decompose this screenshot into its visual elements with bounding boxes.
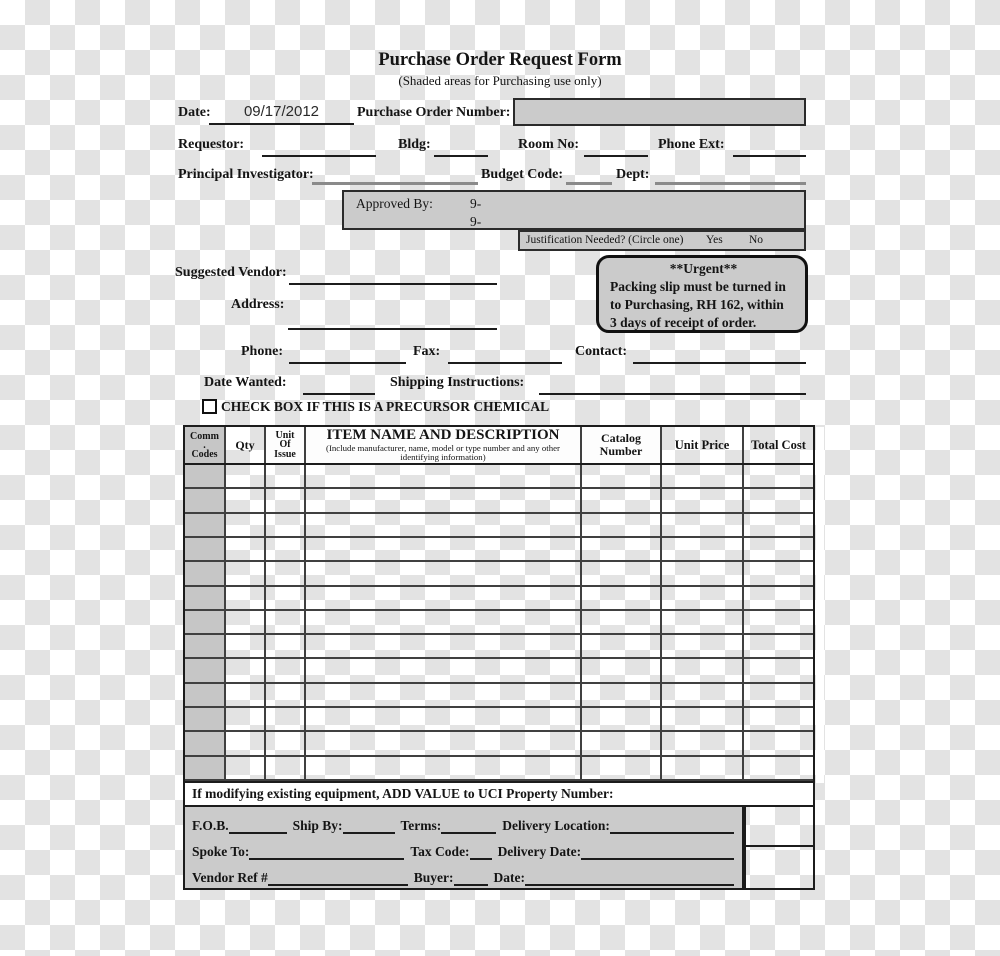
- fob-field[interactable]: [229, 818, 287, 834]
- contact-label: Contact:: [575, 344, 628, 359]
- table-cell[interactable]: [662, 587, 744, 611]
- fax-label: Fax:: [413, 344, 441, 359]
- phone-label: Phone:: [241, 344, 283, 359]
- table-cell[interactable]: [226, 659, 266, 683]
- spoke-to-label: Spoke To:: [192, 844, 250, 859]
- date-wanted-label: Date Wanted:: [204, 375, 287, 390]
- address-label: Address:: [231, 297, 285, 312]
- table-cell[interactable]: [744, 611, 813, 635]
- table-cell[interactable]: [185, 538, 226, 562]
- fax-field[interactable]: [448, 346, 562, 364]
- totals-column: [744, 807, 815, 890]
- requestor-field[interactable]: [262, 139, 376, 157]
- table-cell[interactable]: [662, 659, 744, 683]
- terms-label: Terms:: [400, 818, 442, 833]
- table-cell[interactable]: [582, 635, 662, 659]
- table-cell[interactable]: [662, 732, 744, 756]
- urgent-note-line3: to Purchasing, RH 162, within: [610, 297, 784, 312]
- phone-field[interactable]: [289, 346, 406, 364]
- approved-by-box[interactable]: [342, 190, 806, 230]
- table-cell[interactable]: [266, 684, 306, 708]
- form-title: Purchase Order Request Form: [378, 50, 622, 70]
- table-cell[interactable]: [226, 611, 266, 635]
- table-cell[interactable]: [582, 562, 662, 586]
- table-cell[interactable]: [306, 489, 582, 513]
- delivery-date-label: Delivery Date:: [497, 844, 582, 859]
- table-cell[interactable]: [306, 611, 582, 635]
- table-cell[interactable]: [266, 562, 306, 586]
- table-cell[interactable]: [266, 587, 306, 611]
- table-cell[interactable]: [226, 587, 266, 611]
- table-cell[interactable]: [266, 659, 306, 683]
- table-cell[interactable]: [744, 635, 813, 659]
- table-cell[interactable]: [306, 732, 582, 756]
- table-cell[interactable]: [185, 514, 226, 538]
- justification-label: Justification Needed? (Circle one): [526, 234, 684, 246]
- delivery-date-field[interactable]: [581, 844, 734, 860]
- table-cell[interactable]: [226, 465, 266, 489]
- bldg-field[interactable]: [434, 139, 488, 157]
- dept-field[interactable]: [655, 167, 806, 185]
- suggested-vendor-field[interactable]: [289, 267, 497, 285]
- header-catalog-number: Catalog Number: [582, 427, 662, 463]
- budget-code-field[interactable]: [566, 167, 612, 185]
- table-cell[interactable]: [266, 489, 306, 513]
- dept-label: Dept:: [616, 167, 650, 182]
- table-cell[interactable]: [226, 514, 266, 538]
- table-cell[interactable]: [744, 587, 813, 611]
- table-cell[interactable]: [582, 732, 662, 756]
- table-cell[interactable]: [226, 708, 266, 732]
- account-prefix-2: 9-: [470, 214, 482, 229]
- table-cell[interactable]: [226, 732, 266, 756]
- table-cell[interactable]: [662, 708, 744, 732]
- precursor-label: CHECK BOX IF THIS IS A PRECURSOR CHEMICAL: [221, 399, 550, 414]
- table-cell[interactable]: [226, 757, 266, 781]
- table-cell[interactable]: [744, 708, 813, 732]
- table-cell[interactable]: [226, 635, 266, 659]
- table-cell[interactable]: [306, 635, 582, 659]
- budget-code-label: Budget Code:: [481, 167, 564, 182]
- table-cell[interactable]: [266, 732, 306, 756]
- items-table-header: [185, 427, 813, 465]
- header-unit-price: Unit Price: [662, 427, 744, 463]
- totals-cell-2[interactable]: [746, 847, 813, 885]
- header-comm-codes: Comm . Codes: [185, 427, 226, 463]
- purchasing-footer-block: [183, 807, 744, 890]
- buyer-label: Buyer:: [413, 870, 454, 885]
- table-cell[interactable]: [662, 538, 744, 562]
- table-cell[interactable]: [306, 587, 582, 611]
- tax-code-field[interactable]: [470, 844, 492, 860]
- footer-date-label: Date:: [493, 870, 525, 885]
- table-cell[interactable]: [662, 562, 744, 586]
- table-cell[interactable]: [185, 587, 226, 611]
- fob-label: F.O.B.: [192, 818, 229, 833]
- table-cell[interactable]: [662, 684, 744, 708]
- table-cell[interactable]: [582, 757, 662, 781]
- ship-by-label: Ship By:: [292, 818, 343, 833]
- table-cell[interactable]: [662, 635, 744, 659]
- table-cell[interactable]: [744, 684, 813, 708]
- vendor-ref-label: Vendor Ref #: [192, 870, 268, 885]
- phone-ext-label: Phone Ext:: [658, 137, 725, 152]
- po-number-box[interactable]: [513, 98, 806, 126]
- table-cell[interactable]: [266, 708, 306, 732]
- header-qty: Qty: [226, 427, 266, 463]
- table-cell[interactable]: [744, 514, 813, 538]
- justification-no-option[interactable]: No: [749, 234, 764, 246]
- table-cell[interactable]: [744, 659, 813, 683]
- table-cell[interactable]: [226, 489, 266, 513]
- urgent-note-line1: **Urgent**: [669, 261, 738, 276]
- table-cell[interactable]: [582, 611, 662, 635]
- urgent-note-line2: Packing slip must be turned in: [610, 279, 786, 294]
- items-table-body: [185, 465, 813, 781]
- delivery-location-field[interactable]: [610, 818, 734, 834]
- requestor-label: Requestor:: [178, 137, 245, 152]
- table-cell[interactable]: [744, 538, 813, 562]
- table-cell[interactable]: [185, 465, 226, 489]
- date-label: Date:: [178, 105, 211, 120]
- vendor-ref-field[interactable]: [268, 870, 408, 886]
- table-cell[interactable]: [744, 562, 813, 586]
- date-wanted-field[interactable]: [303, 377, 375, 395]
- principal-investigator-field[interactable]: [312, 167, 478, 185]
- table-cell[interactable]: [306, 538, 582, 562]
- table-cell[interactable]: [582, 489, 662, 513]
- address-field[interactable]: [288, 312, 497, 330]
- phone-ext-field[interactable]: [733, 139, 806, 157]
- table-cell[interactable]: [185, 635, 226, 659]
- table-cell[interactable]: [582, 514, 662, 538]
- table-cell[interactable]: [306, 757, 582, 781]
- table-cell[interactable]: [185, 562, 226, 586]
- table-cell[interactable]: [744, 489, 813, 513]
- form-subtitle: (Shaded areas for Purchasing use only): [398, 73, 602, 88]
- delivery-location-label: Delivery Location:: [502, 818, 610, 833]
- table-cell[interactable]: [744, 757, 813, 781]
- footer-date-field[interactable]: [525, 870, 734, 886]
- table-cell[interactable]: [185, 684, 226, 708]
- table-cell[interactable]: [185, 708, 226, 732]
- room-no-label: Room No:: [518, 137, 580, 152]
- footer-row-3: [192, 864, 734, 886]
- table-cell[interactable]: [226, 538, 266, 562]
- shipping-instructions-field[interactable]: [539, 377, 806, 395]
- urgent-note: [596, 255, 808, 333]
- table-cell[interactable]: [662, 757, 744, 781]
- table-cell[interactable]: [266, 538, 306, 562]
- table-cell[interactable]: [266, 635, 306, 659]
- table-cell[interactable]: [306, 684, 582, 708]
- table-cell[interactable]: [306, 659, 582, 683]
- justification-box: [518, 230, 806, 251]
- table-cell[interactable]: [582, 684, 662, 708]
- table-cell[interactable]: [185, 732, 226, 756]
- items-table: [183, 425, 815, 783]
- table-cell[interactable]: [266, 465, 306, 489]
- table-cell[interactable]: [185, 659, 226, 683]
- justification-yes-option[interactable]: Yes: [706, 234, 723, 246]
- table-cell[interactable]: [662, 489, 744, 513]
- table-cell[interactable]: [266, 514, 306, 538]
- footer-row-2: [192, 838, 734, 860]
- urgent-note-line4: 3 days of receipt of order.: [610, 315, 757, 330]
- table-cell[interactable]: [185, 611, 226, 635]
- header-unit-of-issue: Unit Of Issue: [266, 427, 306, 463]
- principal-investigator-label: Principal Investigator:: [178, 167, 314, 182]
- table-cell[interactable]: [662, 465, 744, 489]
- ship-by-field[interactable]: [343, 818, 395, 834]
- modify-note-label: If modifying existing equipment, ADD VALUE to UCI Property Number:: [192, 786, 614, 801]
- table-cell[interactable]: [266, 757, 306, 781]
- date-field[interactable]: [209, 101, 354, 125]
- table-right-margin: [816, 427, 824, 783]
- bldg-label: Bldg:: [398, 137, 431, 152]
- po-number-label: Purchase Order Number:: [357, 105, 511, 120]
- totals-cell-1[interactable]: [746, 807, 813, 847]
- table-cell[interactable]: [744, 465, 813, 489]
- table-cell[interactable]: [185, 489, 226, 513]
- suggested-vendor-label: Suggested Vendor:: [175, 265, 287, 280]
- approved-by-label: Approved By:: [356, 196, 433, 211]
- header-total-cost: Total Cost: [751, 437, 806, 452]
- terms-field[interactable]: [441, 818, 496, 834]
- contact-field[interactable]: [633, 346, 806, 364]
- footer-row-1: [192, 812, 734, 834]
- table-cell[interactable]: [582, 659, 662, 683]
- table-cell[interactable]: [306, 708, 582, 732]
- precursor-checkbox[interactable]: [202, 399, 217, 414]
- table-cell[interactable]: [306, 514, 582, 538]
- tax-code-label: Tax Code:: [410, 844, 470, 859]
- date-value: 09/17/2012: [243, 103, 320, 120]
- table-cell[interactable]: [306, 465, 582, 489]
- table-cell[interactable]: [582, 538, 662, 562]
- table-cell[interactable]: [582, 465, 662, 489]
- table-cell[interactable]: [266, 611, 306, 635]
- account-prefix-1: 9-: [470, 196, 482, 211]
- header-item-name: ITEM NAME AND DESCRIPTION (Include manufacturer, name, model or type number and any other identifying information): [306, 427, 582, 463]
- shipping-instructions-label: Shipping Instructions:: [390, 375, 525, 390]
- room-no-field[interactable]: [584, 139, 648, 157]
- table-cell[interactable]: [662, 611, 744, 635]
- table-cell[interactable]: [306, 562, 582, 586]
- table-cell[interactable]: [744, 732, 813, 756]
- table-cell[interactable]: [226, 684, 266, 708]
- table-cell[interactable]: [662, 514, 744, 538]
- table-cell[interactable]: [226, 562, 266, 586]
- table-cell[interactable]: [185, 757, 226, 781]
- spoke-to-field[interactable]: [249, 844, 404, 860]
- buyer-field[interactable]: [454, 870, 488, 886]
- table-cell[interactable]: [582, 587, 662, 611]
- modify-note-row[interactable]: [183, 783, 815, 807]
- table-cell[interactable]: [582, 708, 662, 732]
